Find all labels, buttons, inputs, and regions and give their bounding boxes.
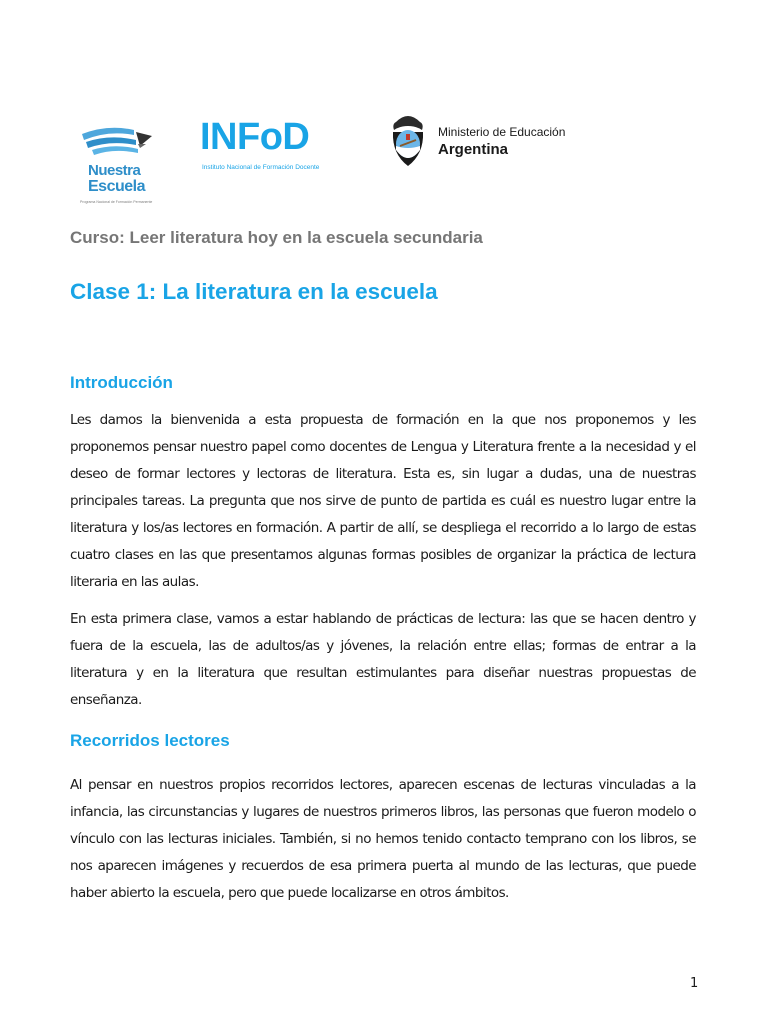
infod-subtitle: Instituto Nacional de Formación Docente — [202, 164, 320, 171]
escudo-argentina-icon — [388, 110, 428, 170]
infod-name: INFoD — [200, 116, 310, 158]
nuestra-escuela-line1: Nuestra — [88, 162, 141, 179]
ministerio-line2: Argentina — [438, 141, 509, 158]
intro-paragraph-1: Les damos la bienvenida a esta propuesta de formación en la que nos proponemos y les proponemos pensar nuestro papel como docentes de Lengua y Literatura frente a la necesidad y el deseo de formar lectores y lectoras de literatura. Esta es, sin lugar a dudas, una de nuestras principales tareas. La pregunta que nos sirve de punto de partida es cuál es nuestro lugar entre la literatura y los/as lectores en formación. A partir de allí, se despliega el recorrido a lo largo de estas cuatro clases en las que presentamos algunas formas posibles de organizar la práctica de lectura literaria en las aulas. — [70, 412, 696, 590]
nuestra-escuela-subtitle: Programa Nacional de Formación Permanente — [80, 200, 153, 204]
nuestra-escuela-line2: Escuela — [88, 178, 145, 195]
heading-recorridos-lectores: Recorridos lectores — [70, 731, 230, 750]
page-number: 1 — [690, 976, 699, 991]
ministerio-line1: Ministerio de Educación — [438, 125, 566, 139]
ministerio-logo — [388, 110, 598, 180]
nuestra-escuela-arcs-icon — [78, 120, 158, 164]
infod-logo — [200, 116, 350, 186]
header-logos — [76, 110, 636, 210]
class-title: Clase 1: La literatura en la escuela — [70, 279, 438, 304]
intro-paragraph-2: En esta primera clase, vamos a estar hablando de prácticas de lectura: las que se hacen dentro y fuera de la escuela, las de adultos/as y jóvenes, la relación entre ellas; formas de entrar a la literatura y en la literatura que resultan estimulantes para diseñar nuestras propuestas de enseñanza. — [70, 611, 696, 708]
recorridos-paragraph-1: Al pensar en nuestros propios recorridos lectores, aparecen escenas de lecturas vinculadas a la infancia, las circunstancias y lugares de nuestros primeros libros, las personas que fueron modelo o vínculo con las lecturas iniciales. También, si no hemos tenido contacto temprano con los libros, se nos aparecen imágenes y recuerdos de esa primera puerta al mundo de las lecturas, que puede haber abierto la escuela, pero que puede localizarse en otros ámbitos. — [70, 777, 696, 901]
heading-introduccion: Introducción — [70, 373, 173, 392]
course-title: Curso: Leer literatura hoy en la escuela secundaria — [70, 228, 483, 247]
nuestra-escuela-logo — [76, 120, 188, 210]
